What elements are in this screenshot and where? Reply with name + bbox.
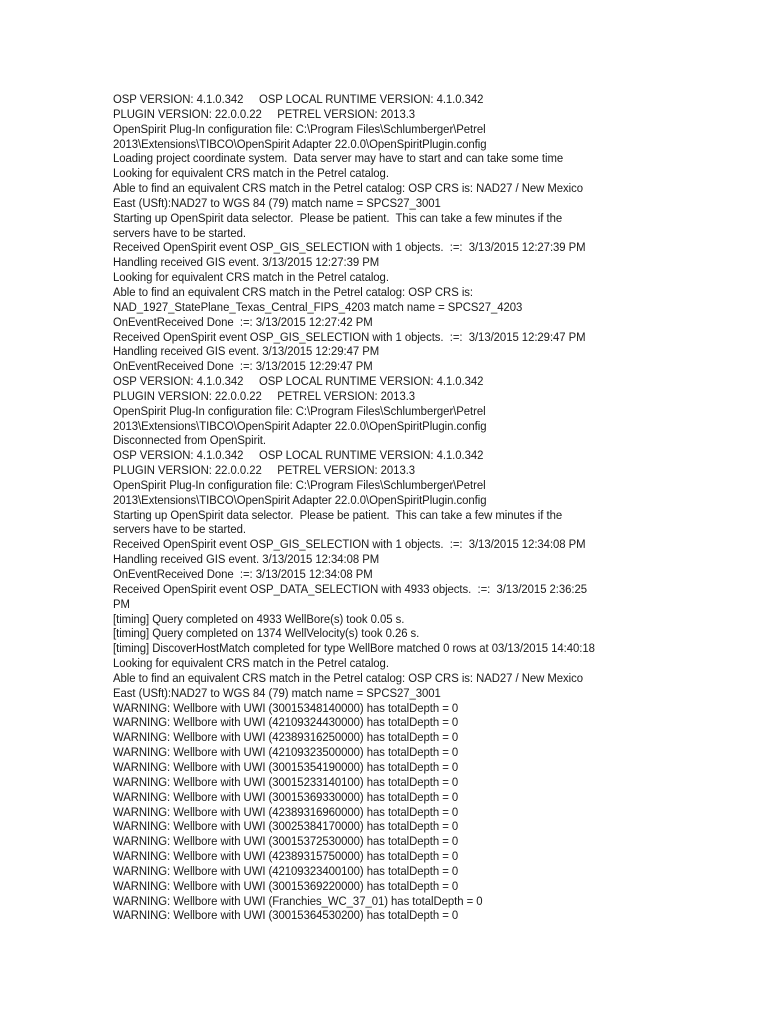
log-line: PLUGIN VERSION: 22.0.0.22 PETREL VERSION: 2013.3 [113,463,416,478]
log-line: [timing] DiscoverHostMatch completed for type WellBore matched 0 rows at 03/13/2015 14:40:18 [113,641,595,656]
log-text-block [113,92,615,923]
log-line: Starting up OpenSpirit data selector. Please be patient. This can take a few minutes if the [113,507,563,522]
log-line: OpenSpirit Plug-In configuration file: C:\Program Files\Schlumberger\Petrel [113,403,486,418]
log-line: East (USft):NAD27 to WGS 84 (79) match name = SPCS27_3001 [113,195,441,210]
log-line: WARNING: Wellbore with UWI (42109324430000) has totalDepth = 0 [113,715,459,730]
log-line: Handling received GIS event. 3/13/2015 12:34:08 PM [113,552,380,567]
log-line: OSP VERSION: 4.1.0.342 OSP LOCAL RUNTIME VERSION: 4.1.0.342 [113,374,484,389]
log-line: 2013\Extensions\TIBCO\OpenSpirit Adapter 22.0.0\OpenSpiritPlugin.config [113,492,487,507]
log-line: PM [113,596,130,611]
log-line: OnEventReceived Done :=: 3/13/2015 12:29:47 PM [113,359,373,374]
log-line: servers have to be started. [113,522,246,537]
log-line: WARNING: Wellbore with UWI (Franchies_WC_37_01) has totalDepth = 0 [113,893,483,908]
log-line: Handling received GIS event. 3/13/2015 12:29:47 PM [113,344,380,359]
log-line: [timing] Query completed on 4933 WellBore(s) took 0.05 s. [113,611,405,626]
log-line: Looking for equivalent CRS match in the Petrel catalog. [113,270,389,285]
log-line: Disconnected from OpenSpirit. [113,433,266,448]
log-line: WARNING: Wellbore with UWI (42389316960000) has totalDepth = 0 [113,804,459,819]
log-line: PLUGIN VERSION: 22.0.0.22 PETREL VERSION: 2013.3 [113,388,416,403]
log-line: WARNING: Wellbore with UWI (42109323400100) has totalDepth = 0 [113,863,459,878]
log-line: WARNING: Wellbore with UWI (30015348140000) has totalDepth = 0 [113,700,459,715]
log-line: 2013\Extensions\TIBCO\OpenSpirit Adapter 22.0.0\OpenSpiritPlugin.config [113,418,487,433]
log-line: WARNING: Wellbore with UWI (42389315750000) has totalDepth = 0 [113,849,459,864]
log-line: WARNING: Wellbore with UWI (30015369220000) has totalDepth = 0 [113,878,459,893]
log-line: Received OpenSpirit event OSP_DATA_SELECTION with 4933 objects. :=: 3/13/2015 2:36:25 [113,581,588,596]
log-line: Able to find an equivalent CRS match in the Petrel catalog: OSP CRS is: [113,284,474,299]
log-line: 2013\Extensions\TIBCO\OpenSpirit Adapter 22.0.0\OpenSpiritPlugin.config [113,136,487,151]
log-line: East (USft):NAD27 to WGS 84 (79) match name = SPCS27_3001 [113,685,441,700]
log-line: WARNING: Wellbore with UWI (30015369330000) has totalDepth = 0 [113,789,459,804]
log-line: Received OpenSpirit event OSP_GIS_SELECTION with 1 objects. :=: 3/13/2015 12:29:47 PM [113,329,586,344]
log-line: WARNING: Wellbore with UWI (30015233140100) has totalDepth = 0 [113,774,459,789]
log-line: PLUGIN VERSION: 22.0.0.22 PETREL VERSION: 2013.3 [113,106,416,121]
log-line: [timing] Query completed on 1374 WellVelocity(s) took 0.26 s. [113,626,420,641]
log-line: OnEventReceived Done :=: 3/13/2015 12:27:42 PM [113,314,373,329]
log-line: Able to find an equivalent CRS match in the Petrel catalog: OSP CRS is: NAD27 / New Mexico [113,181,583,196]
log-line: WARNING: Wellbore with UWI (30015354190000) has totalDepth = 0 [113,759,459,774]
log-line: Starting up OpenSpirit data selector. Please be patient. This can take a few minutes if the [113,210,563,225]
log-line: WARNING: Wellbore with UWI (30025384170000) has totalDepth = 0 [113,819,459,834]
log-line: Handling received GIS event. 3/13/2015 12:27:39 PM [113,255,380,270]
log-line: Received OpenSpirit event OSP_GIS_SELECTION with 1 objects. :=: 3/13/2015 12:27:39 PM [113,240,586,255]
log-line: OpenSpirit Plug-In configuration file: C:\Program Files\Schlumberger\Petrel [113,121,486,136]
log-line: Able to find an equivalent CRS match in the Petrel catalog: OSP CRS is: NAD27 / New Mexico [113,670,583,685]
log-line: OSP VERSION: 4.1.0.342 OSP LOCAL RUNTIME VERSION: 4.1.0.342 [113,448,484,463]
log-line: OnEventReceived Done :=: 3/13/2015 12:34:08 PM [113,567,373,581]
log-line: WARNING: Wellbore with UWI (42109323500000) has totalDepth = 0 [113,745,459,760]
log-line: WARNING: Wellbore with UWI (30015364530200) has totalDepth = 0 [113,908,459,923]
log-line: OpenSpirit Plug-In configuration file: C:\Program Files\Schlumberger\Petrel [113,477,486,492]
log-line: Loading project coordinate system. Data server may have to start and can take some time [113,151,564,166]
log-line: servers have to be started. [113,225,246,240]
log-line: OSP VERSION: 4.1.0.342 OSP LOCAL RUNTIME VERSION: 4.1.0.342 [113,92,484,106]
log-line: Looking for equivalent CRS match in the Petrel catalog. [113,656,389,671]
log-line: WARNING: Wellbore with UWI (30015372530000) has totalDepth = 0 [113,834,459,849]
log-line: Looking for equivalent CRS match in the Petrel catalog. [113,166,389,181]
log-line: WARNING: Wellbore with UWI (42389316250000) has totalDepth = 0 [113,730,459,745]
log-line: Received OpenSpirit event OSP_GIS_SELECTION with 1 objects. :=: 3/13/2015 12:34:08 PM [113,537,586,552]
log-line: NAD_1927_StatePlane_Texas_Central_FIPS_4203 match name = SPCS27_4203 [113,299,523,314]
